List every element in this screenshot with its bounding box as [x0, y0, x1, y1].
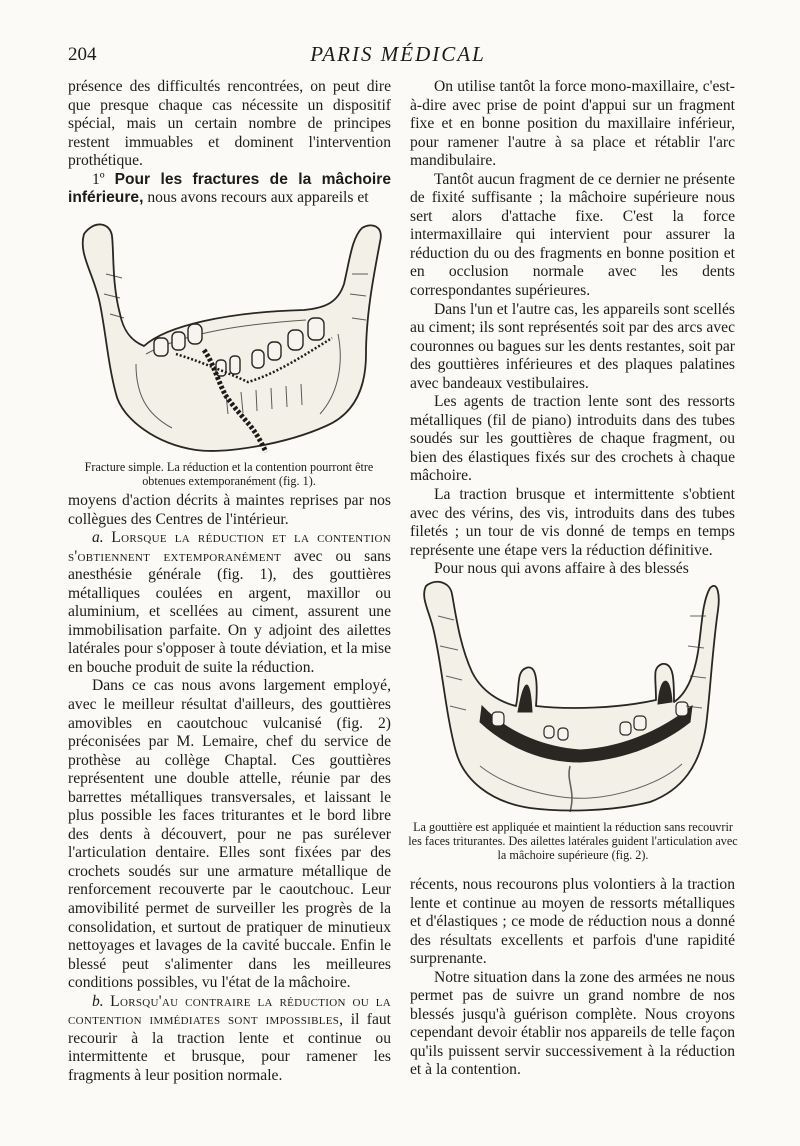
left-paragraph-4 — [68, 529, 391, 677]
right-paragraph-8: Notre situation dans la zone des armées ne nous permet pas de suivre un grand nombre de nos blessés jusqu'à guérison complète. Nous croyons cependant devoir établir nos appareils de telle façon qu'ils puissent servir successivement à la réduction et à la contention. — [410, 968, 735, 1079]
left-paragraph-2 — [68, 171, 391, 208]
right-column-bottom — [410, 876, 735, 1080]
mandible-splint-illustration — [420, 576, 720, 814]
right-column-top — [410, 78, 735, 579]
figure-2 — [420, 576, 720, 814]
figure-2-caption: La gouttière est appliquée et maintient la réduction sans recouvrir les faces triturantes. Des ailettes latérales guident l'articulation avec la mâchoire supérieure (fig. 2). — [408, 820, 738, 862]
figure-1-caption: Fracture simple. La réduction et la contention pourront être obtenues extemporanément (fig. 1). — [84, 460, 374, 488]
left-paragraph-6 — [68, 993, 391, 1086]
right-paragraph-3: Dans l'un et l'autre cas, les appareils sont scellés au ciment; ils sont représentés soit par des arcs avec couronnes ou bagues sur les dents restantes, soit par des gouttières inférieures et des plaques palatines avec bandeaux vestibulaires. — [410, 300, 735, 392]
item-a-heading: Lorsque la réduction et la contention s'obtiennent extemporanément — [68, 529, 391, 565]
item-a-label: a. — [92, 529, 104, 547]
item-b-heading: Lorsqu'au contraire la réduction ou la contention immédiates sont impossibles, — [68, 992, 391, 1029]
left-paragraph-1: présence des difficultés rencontrées, on peut dire que presque chaque cas nécessite un dispositif spécial, mais un certain nombre de principes restent immuables et dominent l'intervention prothétique. — [68, 78, 391, 170]
running-header — [60, 38, 736, 68]
right-paragraph-7: récents, nous recourons plus volontiers à la traction lente et continue au moyen de ressorts métalliques et d'élastiques ; ce mode de réduction nous a donné des résultats excellents et parfois d'une rapidité surprenante. — [410, 876, 735, 968]
mandible-fracture-illustration — [76, 214, 386, 456]
right-paragraph-2: Tantôt aucun fragment de ce dernier ne présente de fixité suffisante ; la mâchoire supérieure nous sert alors d'attache fixe. C'est la force intermaxillaire qui intervient pour assurer la réduction du ou des fragments en bonne position et en occlusion normale avec les dents correspondantes supérieures. — [410, 170, 735, 300]
page-number: 204 — [68, 44, 97, 65]
item-b-text: il faut recourir à la traction lente et continue ou intermittente et brusque, pour ramener les fragments à leur position normale. — [68, 1011, 391, 1084]
right-paragraph-1: On utilise tantôt la force mono-maxillaire, c'est-à-dire avec prise de point d'appui sur un fragment fixe et en bonne position du maxillaire inférieur, pour ramener l'autre à sa place et rétablir l'arc mandibulaire. — [410, 78, 735, 170]
left-paragraph-3: moyens d'action décrits à maintes reprises par nos collègues des Centres de l'intérieur. — [68, 492, 391, 528]
journal-title: PARIS MÉDICAL — [310, 42, 486, 66]
section-heading: Pour les fractures de la mâchoire inférieure, — [68, 170, 391, 207]
right-paragraph-5: La traction brusque et intermittente s'obtient avec des vérins, des vis, introduits dans des tubes filetés ; un tour de vis donné de temps en temps représente une étape vers la réduction définitive. — [410, 486, 735, 559]
item-a-text: avec ou sans anesthésie générale (fig. 1), des gouttières métalliques coulées en argent, maxillor ou aluminium, et scellées au ciment, assurent une immobilisation parfaite. On y adjoint des ailettes latérales pour s'opposer à toute déviation, et la mise en bouche produit de suite la réduction. — [68, 547, 391, 676]
left-paragraph-5: Dans ce cas nous avons largement employé, avec le meilleur résultat d'ailleurs, des gouttières amovibles en caoutchouc vulcanisé (fig. 2) préconisées par M. Lemaire, chef du service de prothèse au collège Chaptal. Ces gouttières représentent une double attelle, réunie par des barrettes métalliques transversales, et laissant le plus possible les faces triturantes et le bord libre des dents à découvert, pour ne pas surélever l'articulation dentaire. Elles sont fixées par des crochets soudés sur une armature métallique de renforcement recouverte par le caoutchouc. Leur amovibilité permet de surveiller les progrès de la consolidation, et surtout de pratiquer de minutieux nettoyages et lavages de la cavité buccale. Enfin le blessé peut s'alimenter dans les meilleures conditions possibles, vu l'état de la mâchoire. — [68, 677, 391, 992]
right-paragraph-6: Pour nous qui avons affaire à des blessés — [434, 560, 689, 578]
left-paragraph-2-text: nous avons recours aux appareils et — [147, 189, 369, 207]
left-column-bottom — [68, 492, 391, 1086]
right-paragraph-4: Les agents de traction lente sont des ressorts métalliques (fil de piano) introduits dans des tubes soudés sur les gouttières de chaque fragment, ou bien des élastiques fixés sur des crochets à chaque mâchoire. — [410, 393, 735, 485]
figure-1 — [76, 214, 386, 456]
left-column-top — [68, 78, 391, 208]
item-b-label: b. — [92, 992, 104, 1010]
section-number: 1º — [92, 170, 105, 188]
